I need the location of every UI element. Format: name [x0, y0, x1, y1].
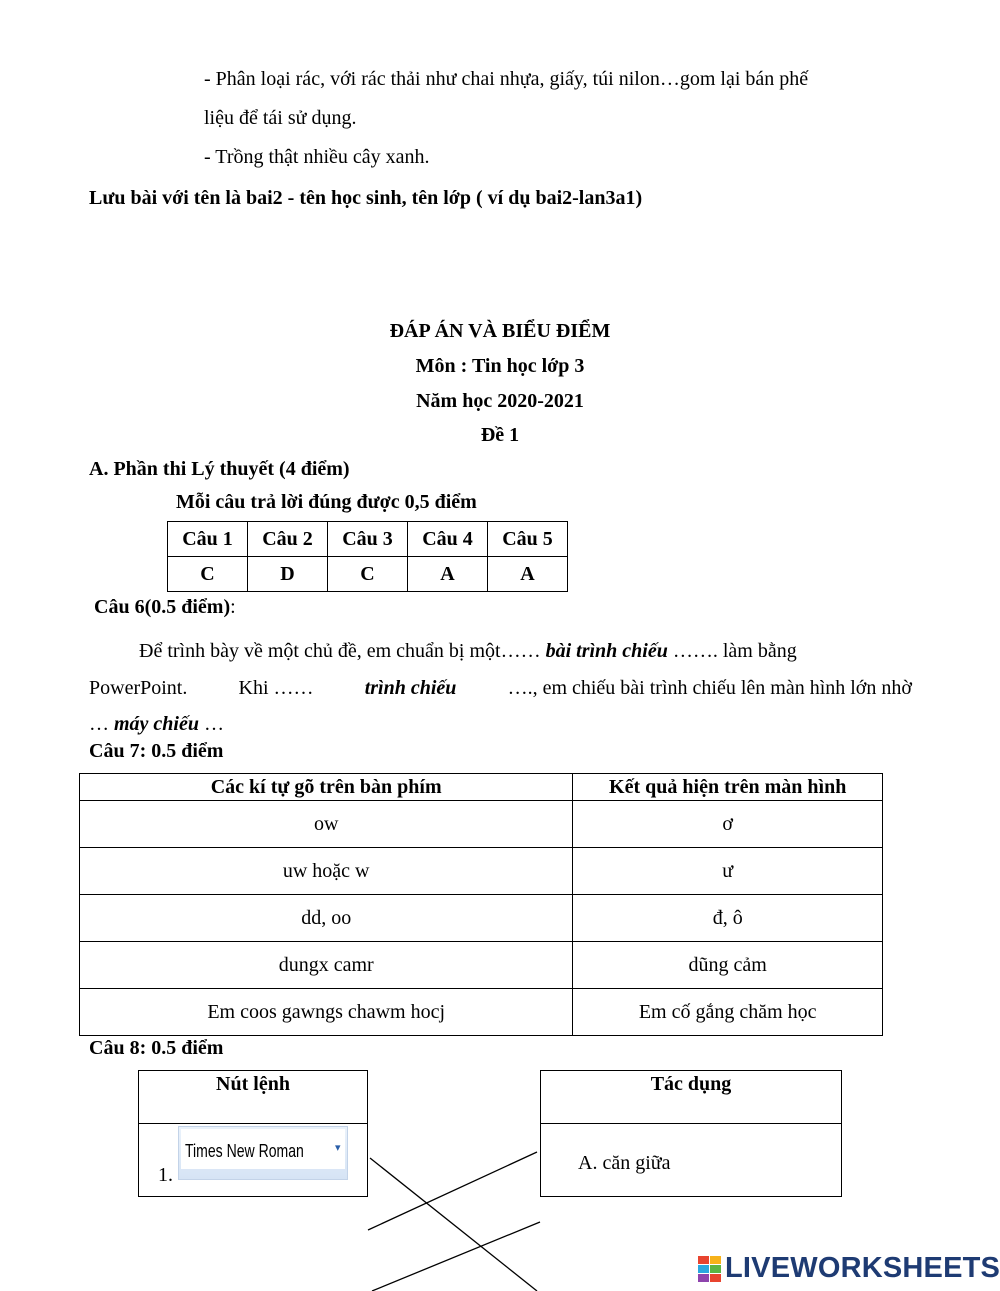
- scoring-note: Mỗi câu trả lời đúng được 0,5 điểm: [176, 491, 477, 513]
- match-line-1: [370, 1158, 537, 1291]
- typing-keys-cell: dungx camr: [80, 942, 573, 989]
- command-item-number: 1.: [158, 1164, 173, 1186]
- match-line-2: [368, 1152, 537, 1230]
- answer-cau-5: A: [488, 557, 568, 592]
- q6-text-2a: PowerPoint.: [89, 677, 188, 699]
- answer-cau-4: A: [408, 557, 488, 592]
- q6-text-2d: …., em chiếu bài trình chiếu lên màn hình lớn nhờ: [507, 677, 912, 699]
- header-cau-3: Câu 3: [328, 522, 408, 557]
- typing-header-keys: Các kí tự gõ trên bàn phím: [80, 774, 573, 801]
- typing-result-cell: Em cố gắng chăm học: [573, 989, 883, 1036]
- q6-text-1c: ……. làm bằng: [672, 640, 797, 662]
- command-header: Nút lệnh: [216, 1073, 290, 1095]
- answer-cau-3: C: [328, 557, 408, 592]
- logo-cubes-icon: [698, 1256, 722, 1282]
- font-name-value: Times New Roman: [185, 1141, 304, 1161]
- typing-result-cell: dũng cảm: [573, 942, 883, 989]
- text-line-trees: - Trồng thật nhiều cây xanh.: [204, 146, 430, 168]
- header-cau-4: Câu 4: [408, 522, 488, 557]
- typing-keys-cell: ow: [80, 801, 573, 848]
- header-cau-1: Câu 1: [168, 522, 248, 557]
- typing-keys-cell: Em coos gawngs chawm hocj: [80, 989, 573, 1036]
- typing-keys-cell: uw hoặc w: [80, 848, 573, 895]
- q6-answer-present: trình chiếu: [364, 677, 457, 699]
- school-year: Năm học 2020-2021: [416, 390, 584, 412]
- subject-title: Môn : Tin học lớp 3: [415, 355, 585, 377]
- q6-text-1a: Để trình bày về một chủ đề, em chuẩn bị một……: [139, 640, 541, 662]
- q7-label: Câu 7: 0.5 điểm: [89, 740, 224, 762]
- q6-text-2b: Khi ……: [238, 677, 314, 699]
- q6-label: Câu 6(0.5 điểm): [94, 596, 231, 618]
- q6-text-3a: …: [89, 713, 109, 735]
- text-line-recycle: - Phân loại rác, với rác thải như chai nhựa, giấy, túi nilon…gom lại bán phế: [204, 68, 809, 90]
- typing-result-cell: ơ: [573, 801, 883, 848]
- effect-header: Tác dụng: [650, 1073, 732, 1095]
- section-a-title: A. Phần thi Lý thuyết (4 điểm): [89, 458, 350, 480]
- match-line-3: [372, 1222, 540, 1291]
- q8-label: Câu 8: 0.5 điểm: [89, 1037, 224, 1059]
- answer-key-title: ĐÁP ÁN VÀ BIỂU ĐIỂM: [389, 320, 611, 342]
- q6-colon: :: [230, 596, 236, 618]
- exam-number: Đề 1: [480, 424, 520, 446]
- save-instruction: Lưu bài với tên là bai2 - tên học sinh, tên lớp ( ví dụ bai2-lan3a1): [89, 187, 643, 209]
- q6-answer-slideshow: bài trình chiếu: [545, 640, 668, 662]
- logo-text: LIVEWORKSHEETS: [725, 1252, 1000, 1284]
- q6-text-3c: …: [204, 713, 224, 735]
- text-line-reuse: liệu để tái sử dụng.: [204, 107, 357, 129]
- answer-cau-2: D: [248, 557, 328, 592]
- typing-result-cell: ư: [573, 848, 883, 895]
- answer-cau-1: C: [168, 557, 248, 592]
- typing-keys-cell: dd, oo: [80, 895, 573, 942]
- option-a-text: A. căn giữa: [578, 1152, 671, 1174]
- header-cau-5: Câu 5: [488, 522, 568, 557]
- q6-answer-projector: máy chiếu: [114, 713, 199, 735]
- typing-result-cell: đ, ô: [573, 895, 883, 942]
- typing-header-result: Kết quả hiện trên màn hình: [573, 774, 883, 801]
- header-cau-2: Câu 2: [248, 522, 328, 557]
- chevron-down-icon: ▾: [335, 1142, 341, 1154]
